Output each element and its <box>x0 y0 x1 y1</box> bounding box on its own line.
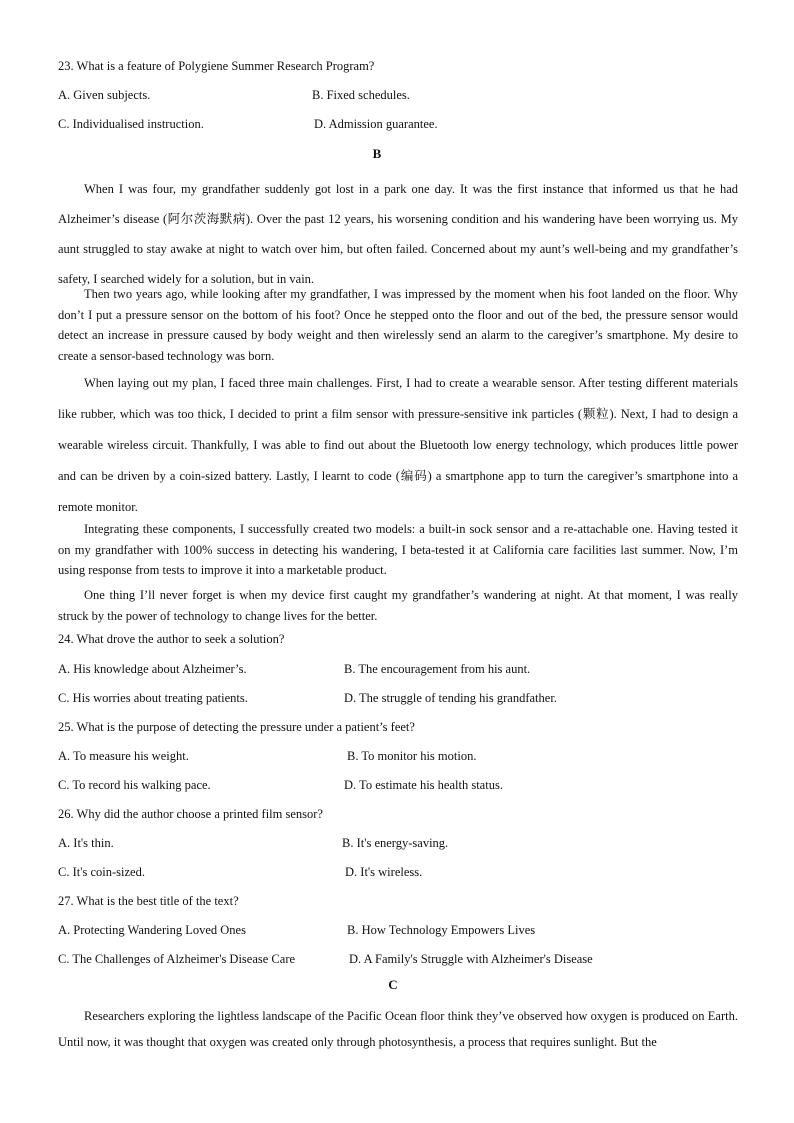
q25-option-d: D. To estimate his health status. <box>344 778 503 792</box>
q23-option-a: A. Given subjects. <box>58 88 151 102</box>
q26-option-a: A. It's thin. <box>58 836 114 850</box>
q27-option-a: A. Protecting Wandering Loved Ones <box>58 923 246 937</box>
q25-option-a: A. To measure his weight. <box>58 749 189 763</box>
q24-option-c: C. His worries about treating patients. <box>58 691 248 705</box>
q23-option-d: D. Admission guarantee. <box>314 117 438 131</box>
passage-b-paragraph-5: One thing I’ll never forget is when my device first caught my grandfather’s wandering at night. At that moment, I was really struck by the power of technology to change lives for the better. <box>58 588 738 623</box>
q24-option-d: D. The struggle of tending his grandfather. <box>344 691 557 705</box>
question-26: 26. Why did the author choose a printed film sensor? <box>58 807 323 821</box>
question-27: 27. What is the best title of the text? <box>58 894 239 908</box>
q23-option-b: B. Fixed schedules. <box>312 88 410 102</box>
q26-option-b: B. It's energy-saving. <box>342 836 449 850</box>
q23-option-c: C. Individualised instruction. <box>58 117 204 131</box>
q26-option-c: C. It's coin-sized. <box>58 865 145 879</box>
passage-b-paragraph-1: When I was four, my grandfather suddenly got lost in a park one day. It was the first instance that informed us that he had Alzheimer’s disease (阿尔茨海默病). Over the past 12 years, his worsening condition and his wandering have been worrying us. My aunt struggled to stay awake at night to watch over him, but often failed. Concerned about my aunt’s well-being and my grandfather’s safety, I searched widely for a solution, but in vain. <box>58 182 738 286</box>
q27-option-b: B. How Technology Empowers Lives <box>347 923 536 937</box>
q24-option-a: A. His knowledge about Alzheimer’s. <box>58 662 247 676</box>
q25-option-b: B. To monitor his motion. <box>347 749 477 763</box>
question-24: 24. What drove the author to seek a solution? <box>58 632 285 646</box>
passage-b-paragraph-2: Then two years ago, while looking after my grandfather, I was impressed by the moment when his foot landed on the floor. Why don’t I put a pressure sensor on the bottom of his foot? Once he stepped onto the floor and out of the bed, the pressure sensor would detect an increase in pressure caused by body weight and then wirelessly send an alarm to the caregiver’s smartphone. My desire to create a sensor-based technology was born. <box>58 287 738 363</box>
q24-option-b: B. The encouragement from his aunt. <box>344 662 531 676</box>
q27-option-c: C. The Challenges of Alzheimer's Disease Care <box>58 952 296 966</box>
section-b-heading: B <box>372 146 382 161</box>
passage-b-paragraph-4: Integrating these components, I successfully created two models: a built-in sock sensor and a re-attachable one. Having tested it on my grandfather with 100% success in detecting his wandering, I beta-tested it at California care facilities last summer. Now, I’m using response from tests to improve it into a marketable product. <box>58 522 738 577</box>
passage-b-paragraph-3: When laying out my plan, I faced three main challenges. First, I had to create a wearable sensor. After testing different materials like rubber, which was too thick, I decided to print a film sensor with pressure-sensitive ink particles (颗粒). Next, I had to design a wearable wireless circuit. Thankfully, I was able to find out about the Bluetooth low energy technology, which produces little power and can be driven by a coin-sized battery. Lastly, I learnt to code (编码) a smartphone app to turn the caregiver’s smartphone into a remote monitor. <box>58 376 738 514</box>
section-c-heading: C <box>388 977 398 992</box>
passage-c-paragraph-1: Researchers exploring the lightless landscape of the Pacific Ocean floor think they’ve observed how oxygen is produced on Earth. Until now, it was thought that oxygen was created only through photosynthesis, a process that requires sunlight. But the <box>58 1009 738 1049</box>
q26-option-d: D. It's wireless. <box>345 865 423 879</box>
question-23: 23. What is a feature of Polygiene Summer Research Program? <box>58 59 375 73</box>
question-25: 25. What is the purpose of detecting the pressure under a patient’s feet? <box>58 720 415 734</box>
q25-option-c: C. To record his walking pace. <box>58 778 211 792</box>
q27-option-d: D. A Family's Struggle with Alzheimer's Disease <box>349 952 593 966</box>
